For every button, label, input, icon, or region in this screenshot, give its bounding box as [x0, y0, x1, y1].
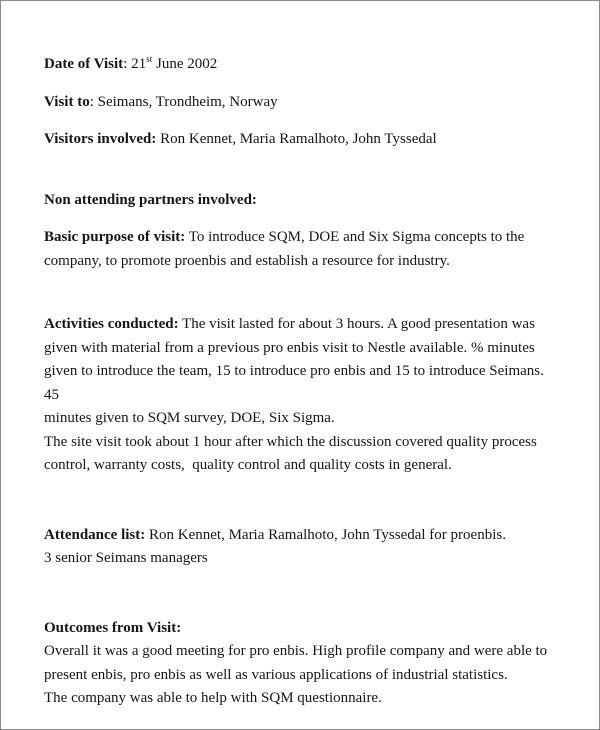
section-visitors-involved — [44, 128, 549, 152]
visit-to-value: Seimans, Trondheim, Norway — [97, 93, 278, 110]
activities-conducted-line-5: The site visit took about 1 hour after which the discussion covered quality process — [44, 433, 537, 450]
visitors-involved-label: Visitors involved: — [44, 131, 157, 147]
visit-to-label: Visit to — [44, 93, 90, 110]
date-of-visit-day: 21 — [131, 56, 147, 72]
section-date-of-visit — [44, 53, 549, 77]
activities-conducted-text-1: The visit lasted for about 3 hours. A good presentation was — [178, 316, 535, 332]
outcomes-from-visit-line-1: Overall it was a good meeting for pro enbis. High profile company and were able to — [44, 643, 548, 659]
section-outcomes-from-visit — [44, 617, 549, 711]
date-of-visit-rest: June 2002 — [152, 56, 218, 72]
spacer — [44, 273, 549, 313]
date-of-visit-ordinal-suffix: st — [146, 55, 153, 65]
outcomes-from-visit-label: Outcomes from Visit: — [44, 619, 182, 636]
section-visit-to — [44, 91, 549, 115]
section-non-attending-partners — [44, 189, 549, 213]
spacer — [44, 212, 549, 226]
document-body — [44, 53, 549, 711]
visit-to-line — [44, 91, 549, 115]
section-attendance-list — [44, 524, 549, 571]
attendance-list-label: Attendance list: — [44, 526, 146, 543]
spacer — [44, 152, 549, 189]
activities-conducted-line-6: control, warranty costs, quality control and quality costs in general. — [44, 457, 452, 473]
section-activities-conducted — [44, 313, 549, 478]
activities-conducted-line-4: minutes given to SQM survey, DOE, Six Sigma. — [44, 410, 335, 426]
date-of-visit-label: Date of Visit — [44, 56, 124, 72]
outcomes-from-visit-line-2: present enbis, pro enbis as well as various applications of industrial statistics. — [44, 666, 508, 683]
outcomes-from-visit-line-3: The company was able to help with SQM questionnaire. — [44, 690, 382, 706]
basic-purpose-text-1: To introduce SQM, DOE and Six Sigma concepts to the — [185, 229, 525, 245]
attendance-list-line-1 — [44, 524, 549, 548]
attendance-list-text-1: Ron Kennet, Maria Ramalhoto, John Tyssedal for proenbis. — [145, 526, 506, 543]
basic-purpose-label: Basic purpose of visit: — [44, 229, 186, 245]
basic-purpose-line-1 — [44, 226, 549, 250]
date-of-visit-separator: : — [123, 56, 132, 72]
spacer — [44, 571, 549, 617]
spacer — [44, 77, 549, 91]
activities-conducted-label: Activities conducted: — [44, 316, 179, 332]
spacer — [44, 478, 549, 524]
visitors-involved-value: Ron Kennet, Maria Ramalhoto, John Tyssedal — [156, 131, 437, 147]
visitors-involved-line — [44, 128, 549, 152]
visit-to-separator: : — [89, 93, 98, 110]
activities-conducted-line-3: given to introduce the team, 15 to introduce pro enbis and 15 to introduce Seimans. 45 — [44, 363, 548, 403]
date-of-visit-line — [44, 53, 549, 77]
section-basic-purpose — [44, 226, 549, 273]
activities-conducted-line-1 — [44, 313, 549, 337]
non-attending-partners-label: Non attending partners involved: — [44, 191, 257, 208]
basic-purpose-line-2: company, to promote proenbis and establish a resource for industry. — [44, 252, 450, 269]
spacer — [44, 114, 549, 128]
non-attending-partners-line — [44, 189, 549, 213]
activities-conducted-line-2: given with material from a previous pro enbis visit to Nestle available. % minutes — [44, 339, 535, 356]
attendance-list-line-2: 3 senior Seimans managers — [44, 550, 208, 566]
